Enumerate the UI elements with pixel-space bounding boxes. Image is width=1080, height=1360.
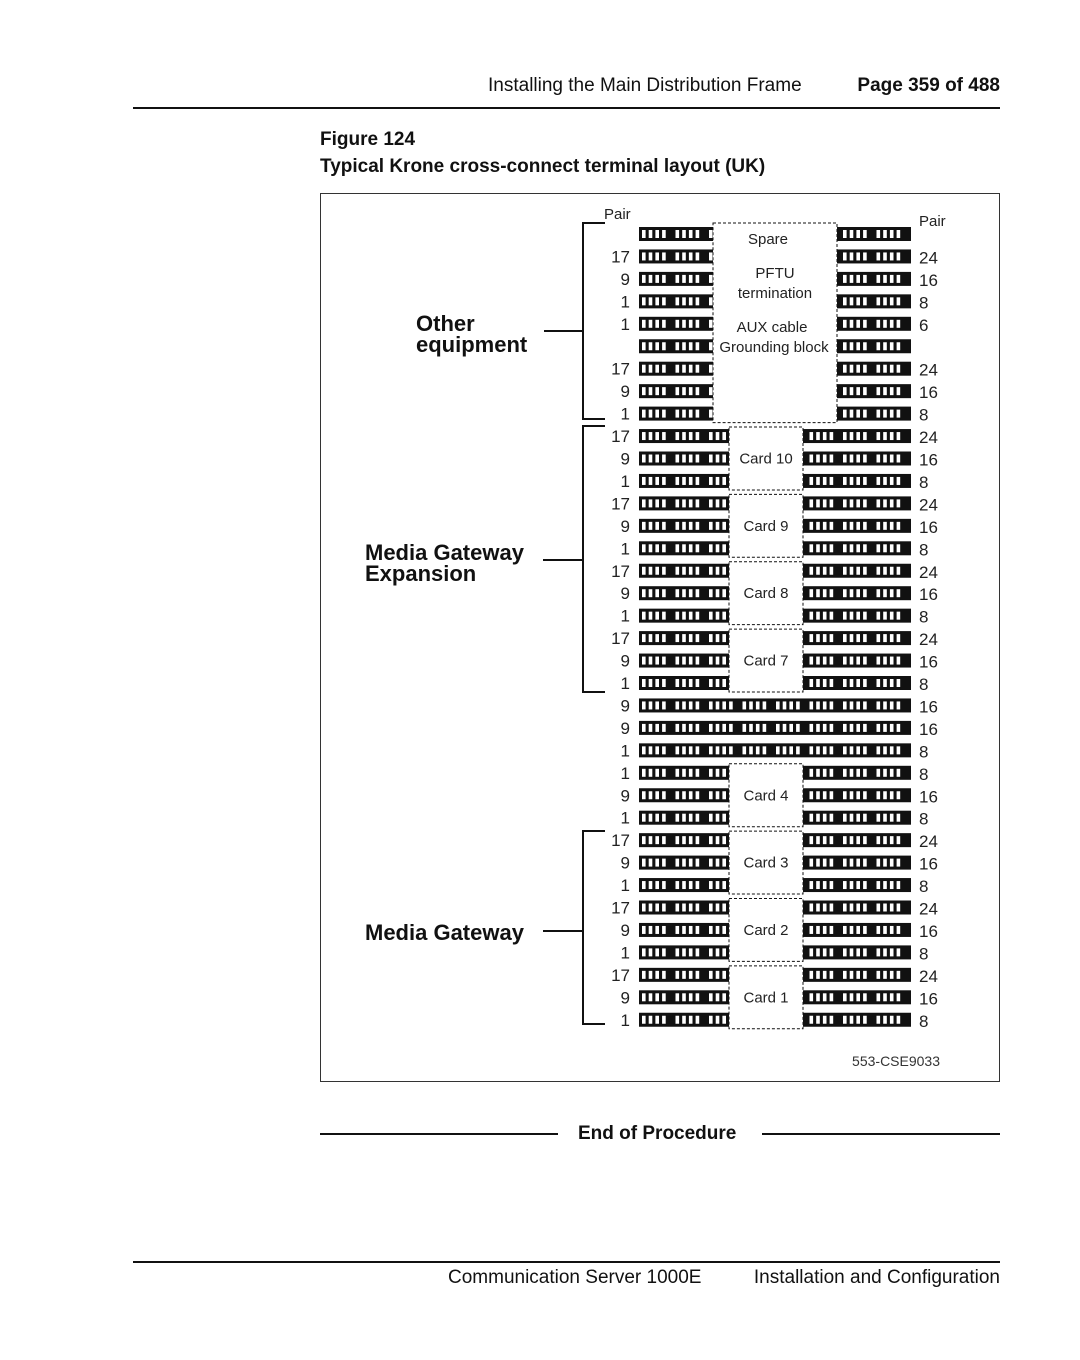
pair-number-right: 8 [919, 809, 929, 829]
pair-number-left: 1 [620, 404, 630, 424]
pair-number-left: 1 [620, 471, 630, 491]
pair-number-left: 1 [620, 763, 630, 783]
group-bracket [543, 426, 605, 692]
card-label: Card 8 [743, 585, 789, 603]
spare-label: Spare [747, 231, 789, 248]
pair-number-right: 24 [919, 360, 938, 380]
pair-number-right: 16 [919, 854, 938, 874]
termination-label: termination [737, 285, 813, 302]
pair-number-right: 24 [919, 495, 938, 515]
pair-number-left: 9 [620, 449, 630, 469]
pair-number-left: 9 [620, 696, 630, 716]
pftu-label: PFTU [755, 265, 795, 282]
pair-number-left: 9 [620, 651, 630, 671]
pair-number-right: 16 [919, 719, 938, 739]
pair-number-left: 1 [620, 876, 630, 896]
pair-number-left: 1 [620, 808, 630, 828]
pair-number-left: 17 [611, 898, 630, 918]
pair-number-right: 24 [919, 966, 938, 986]
pair-number-right: 8 [919, 405, 929, 425]
pair-number-left: 17 [611, 247, 630, 267]
pair-number-left: 9 [620, 786, 630, 806]
figure-id: 553-CSE9033 [852, 1053, 940, 1069]
pair-number-right: 8 [919, 944, 929, 964]
terminal-strip [639, 721, 911, 735]
pair-number-left: 17 [611, 427, 630, 447]
pair-number-right: 16 [919, 383, 938, 403]
pair-number-left: 9 [620, 269, 630, 289]
end-of-procedure: End of Procedure [578, 1123, 737, 1144]
pair-number-right: 16 [919, 450, 938, 470]
group-label-other-equipment: Other equipment [416, 311, 528, 357]
pair-number-left: 17 [611, 359, 630, 379]
figure-frame [320, 193, 1000, 1082]
pair-number-right: 24 [919, 899, 938, 919]
card-label: Card 10 [739, 450, 793, 468]
group-bracket [544, 223, 605, 419]
pair-number-left: 9 [620, 584, 630, 604]
header-page-number: Page 359 of 488 [857, 75, 1000, 96]
pair-number-right: 16 [919, 787, 938, 807]
pair-number-left: 9 [620, 853, 630, 873]
card-label: Card 7 [743, 652, 789, 670]
pair-number-right: 16 [919, 652, 938, 672]
pair-number-right: 16 [919, 270, 938, 290]
pair-number-left: 1 [620, 943, 630, 963]
figure-number: Figure 124 [320, 129, 416, 150]
pair-number-right: 8 [919, 742, 929, 762]
end-rule-left [320, 1133, 558, 1135]
pair-number-right: 24 [919, 562, 938, 582]
pair-number-left: 9 [620, 718, 630, 738]
pair-number-right: 8 [919, 540, 929, 560]
pair-number-right: 8 [919, 877, 929, 897]
group-label-media-gateway: Media Gateway [365, 920, 524, 945]
pair-number-left: 1 [620, 674, 630, 693]
card-label: Card 3 [743, 854, 789, 872]
pair-number-left: 17 [611, 965, 630, 985]
group-brackets [543, 223, 605, 1024]
card-label: Card 2 [743, 921, 789, 939]
footer-product: Communication Server 1000E [448, 1267, 702, 1288]
pair-number-left: 1 [620, 539, 630, 559]
pair-number-right: 24 [919, 630, 938, 650]
pair-number-right: 16 [919, 697, 938, 717]
pair-number-right: 8 [919, 1011, 929, 1031]
pair-number-left: 17 [611, 561, 630, 581]
grounding-block-label: Grounding block [719, 339, 829, 356]
header-rule [133, 107, 1000, 109]
pair-number-right: 8 [919, 293, 929, 313]
pair-number-right: 16 [919, 585, 938, 605]
pair-number-right: 8 [919, 764, 929, 784]
pair-number-right: 16 [919, 989, 938, 1009]
pair-number-left: 1 [620, 292, 630, 312]
pair-number-right: 16 [919, 517, 938, 537]
group-label-media-gateway-expansion: Media Gateway Expansion [365, 540, 524, 586]
pair-header-right: Pair [919, 213, 946, 230]
aux-cable-label: AUX cable [736, 319, 808, 336]
footer-rule [133, 1261, 1000, 1263]
pair-number-right: 16 [919, 921, 938, 941]
pair-number-left: 9 [620, 988, 630, 1008]
pair-number-right: 8 [919, 472, 929, 492]
card-label: Card 4 [743, 787, 789, 805]
card-label: Card 9 [743, 517, 789, 535]
footer-document: Installation and Configuration [753, 1267, 1000, 1288]
end-rule-right [762, 1133, 1000, 1135]
pair-number-left: 9 [620, 382, 630, 402]
pair-number-left: 17 [611, 629, 630, 649]
pair-number-right: 6 [919, 315, 929, 335]
terminal-strip [639, 743, 911, 757]
pair-number-left: 17 [611, 831, 630, 851]
pair-number-left: 9 [620, 920, 630, 940]
pair-number-right: 24 [919, 248, 938, 268]
pair-number-left: 9 [620, 516, 630, 536]
pair-number-right: 8 [919, 607, 929, 627]
pair-number-left: 17 [611, 494, 630, 514]
pair-number-left: 1 [620, 606, 630, 626]
pair-number-left: 1 [620, 314, 630, 334]
pair-number-right: 8 [919, 675, 929, 694]
pair-number-right: 24 [919, 428, 938, 448]
figure-title: Typical Krone cross-connect terminal layout (UK) [320, 156, 766, 177]
pair-header-left: Pair [604, 206, 631, 223]
header-section-title: Installing the Main Distribution Frame [488, 75, 802, 96]
pair-number-left: 1 [620, 741, 630, 761]
pair-number-right: 24 [919, 832, 938, 852]
terminal-strip [639, 698, 911, 712]
card-label: Card 1 [743, 989, 789, 1007]
pair-number-left: 1 [620, 1010, 630, 1030]
